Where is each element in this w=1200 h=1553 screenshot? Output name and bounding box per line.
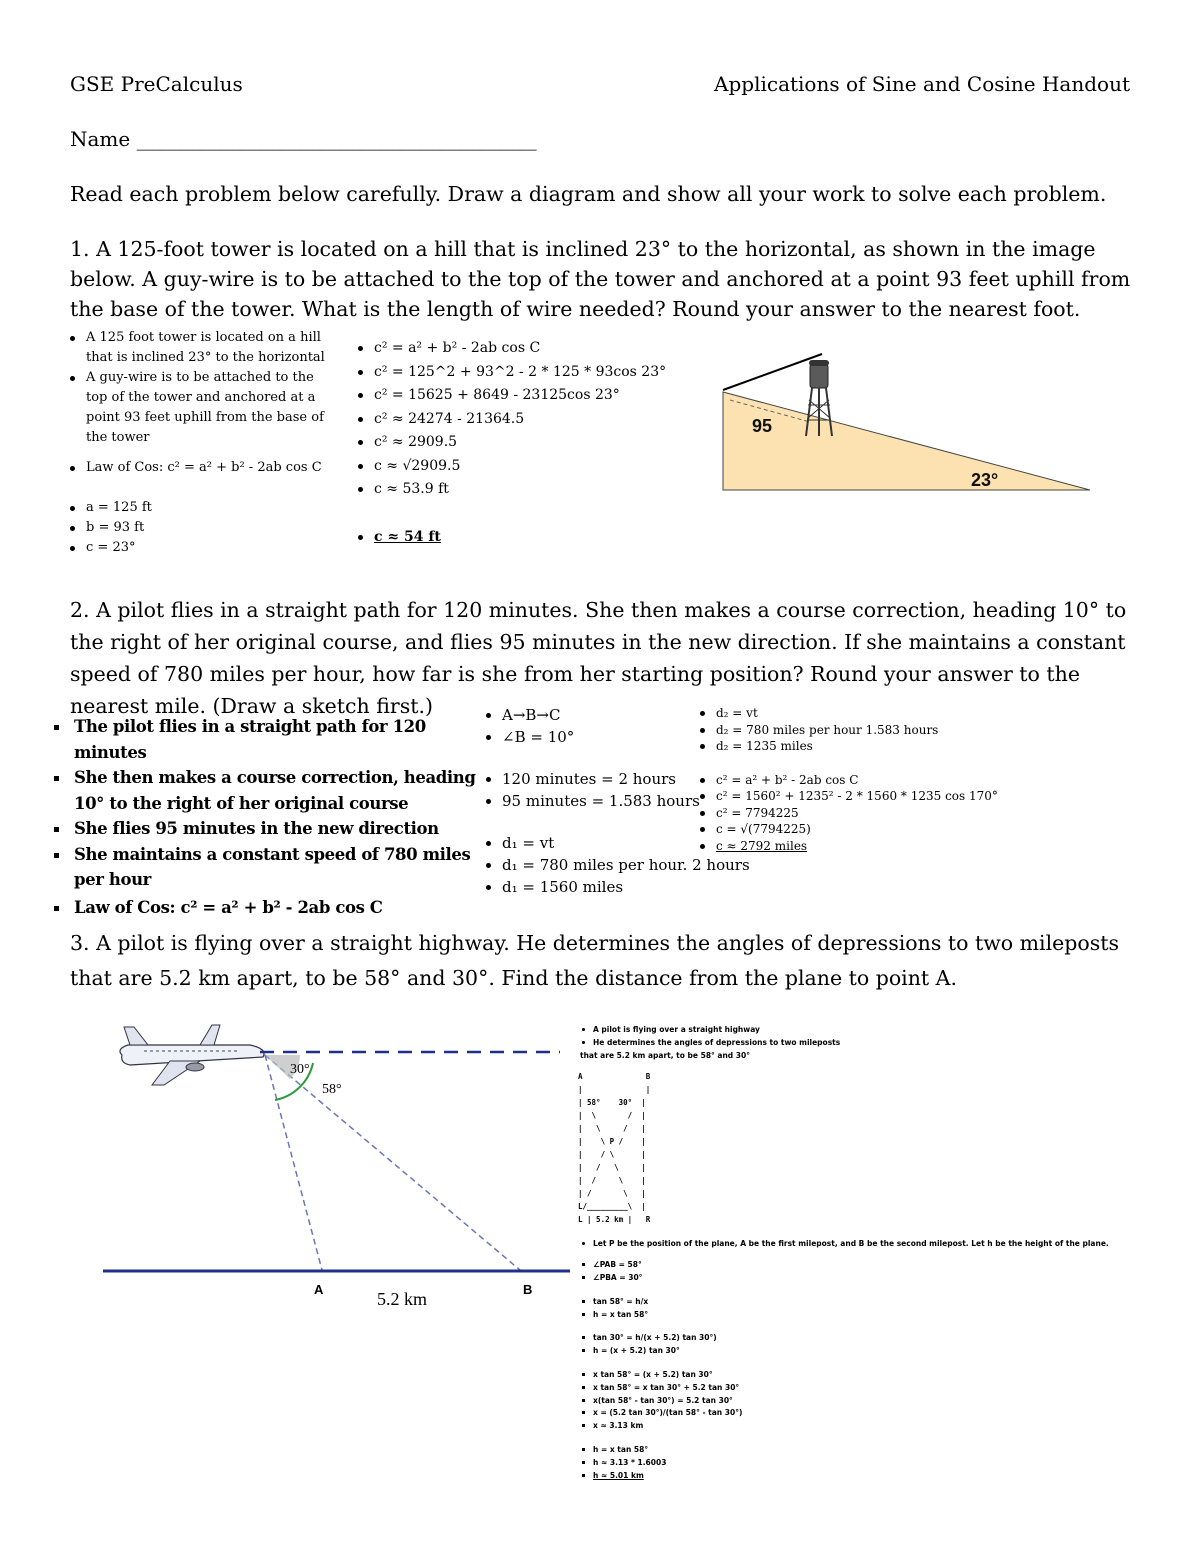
work-step: c ≈ √2909.5	[356, 455, 696, 479]
problem-3-answer: h ≈ 5.01 km	[578, 1470, 1138, 1483]
law-of-cosines: Law of Cos: c² = a² + b² - 2ab cos C	[50, 895, 480, 921]
airplane-icon	[120, 1025, 264, 1085]
work-step: c² = a² + b² - 2ab cos C	[698, 772, 998, 789]
work-step: tan 30° = h/(x + 5.2) tan 30°)	[578, 1332, 1138, 1345]
work-step: ∠B = 10°	[484, 726, 714, 748]
note-item: She maintains a constant speed of 780 miles per hour	[50, 842, 480, 893]
label-95: 95	[752, 416, 773, 436]
work-step: c² ≈ 2909.5	[356, 431, 696, 455]
ascii-sketch: A B | | | 58° 30° | | \ / | | \ / | | \ P / | | / \ | | / \ | | / \ | | / \ | L/_________\ | L | 5.2 km | R	[578, 1072, 651, 1225]
work-step: x tan 58° = x tan 30° + 5.2 tan 30°	[578, 1382, 1138, 1395]
label-5-2-km: 5.2 km	[377, 1289, 428, 1309]
work-step: x ≈ 3.13 km	[578, 1420, 1138, 1433]
label-30-degrees: 30°	[290, 1062, 310, 1077]
note-item: She then makes a course correction, heading 10° to the right of her original course	[50, 765, 480, 816]
work-step: h ≈ 3.13 * 1.6003	[578, 1457, 1138, 1470]
work-step: c² ≈ 24274 - 21364.5	[356, 408, 696, 432]
work-step: d₁ = 780 miles per hour. 2 hours	[484, 854, 714, 876]
note-item: A guy-wire is to be attached to the top of the tower and anchored at a point 93 feet uphill from the base of the tower	[68, 368, 328, 448]
work-step: c ≈ 53.9 ft	[356, 478, 696, 502]
instructions: Read each problem below carefully. Draw a diagram and show all your work to solve each problem.	[70, 182, 1107, 206]
course-name: GSE PreCalculus	[70, 72, 243, 96]
problem-1-answer: c ≈ 54 ft	[356, 526, 696, 550]
law-of-cosines: Law of Cos: c² = a² + b² - 2ab cos C	[68, 458, 328, 478]
work-step: h = x tan 58°	[578, 1444, 1138, 1457]
work-step: h = (x + 5.2) tan 30°	[578, 1345, 1138, 1358]
note-item-continued: that are 5.2 km apart, to be 58° and 30°	[580, 1050, 750, 1060]
plane-highway-figure	[100, 1015, 570, 1315]
note-item: She flies 95 minutes in the new direction	[50, 816, 480, 842]
work-step: d₂ = vt	[698, 705, 998, 722]
work-step: d₂ = 1235 miles	[698, 738, 998, 755]
guy-wire	[723, 354, 822, 390]
problem-3-text: 3. A pilot is flying over a straight highway. He determines the angles of depressions to two mileposts that are 5.2 km apart, to be 58° and 30°. Find the distance from the plane to point A.	[70, 931, 1120, 990]
note-item: A pilot is flying over a straight highway	[578, 1024, 1138, 1037]
problem-2-right-work	[698, 705, 998, 854]
note-item: The pilot flies in a straight path for 120 minutes	[50, 714, 480, 765]
problem-2-text: 2. A pilot flies in a straight path for 120 minutes. She then makes a course correction, heading 10° to the right of her original course, and flies 95 minutes in the new direction. If she maintains a constant speed of 780 miles per hour, how far is she from her starting position? Round your answer to the nearest mile. (Draw a sketch first.)	[70, 598, 1127, 718]
work-step: x tan 58° = (x + 5.2) tan 30°	[578, 1369, 1138, 1382]
problem-3-notes	[578, 1024, 1138, 1482]
problem-2-law-block	[50, 895, 480, 921]
work-step: d₁ = vt	[484, 832, 714, 854]
work-step: c² = 15625 + 8649 - 23125cos 23°	[356, 384, 696, 408]
work-step: h = x tan 58°	[578, 1309, 1138, 1322]
note-item: A 125 foot tower is located on a hill that is inclined 23° to the horizontal	[68, 328, 328, 368]
tower-hill-figure	[718, 350, 1098, 495]
name-line: Name ________________________________________	[70, 127, 537, 151]
handout-title: Applications of Sine and Cosine Handout	[714, 72, 1130, 96]
work-step: c = √(7794225)	[698, 821, 998, 838]
work-step: tan 58° = h/x	[578, 1296, 1138, 1309]
problem-1-text: 1. A 125-foot tower is located on a hill that is inclined 23° to the horizontal, as shown in the image below. A guy-wire is to be attached to the top of the tower and anchored at a point 93 feet uphill from the base of the tower. What is the length of wire needed? Round your answer to the nearest foot.	[70, 237, 1131, 321]
work-step: x = (5.2 tan 30°)/(tan 58° - tan 30°)	[578, 1407, 1138, 1420]
work-step: ∠PBA = 30°	[578, 1272, 1138, 1285]
given-c: c = 23°	[68, 538, 328, 558]
given-b: b = 93 ft	[68, 518, 328, 538]
problem-1-notes	[68, 328, 328, 558]
work-step: c² = 1560² + 1235² - 2 * 1560 * 1235 cos 170°	[698, 788, 998, 805]
label-A: A	[314, 1282, 324, 1297]
problem-2-answer: c ≈ 2792 miles	[698, 838, 998, 855]
problem-2-notes	[50, 714, 480, 893]
work-step: c² = 7794225	[698, 805, 998, 822]
line-to-B	[265, 1055, 520, 1270]
given-a: a = 125 ft	[68, 498, 328, 518]
work-step: d₂ = 780 miles per hour 1.583 hours	[698, 722, 998, 739]
label-23-degrees: 23°	[971, 470, 999, 490]
work-step: ∠PAB = 58°	[578, 1259, 1138, 1272]
let-statement: Let P be the position of the plane, A be the first milepost, and B be the second milepost. Let h be the height of the plane.	[578, 1238, 1138, 1251]
work-step: x(tan 58° - tan 30°) = 5.2 tan 30°	[578, 1395, 1138, 1408]
work-step: A→B→C	[484, 704, 714, 726]
hill-slope	[723, 392, 1090, 490]
work-step: c² = a² + b² - 2ab cos C	[356, 337, 696, 361]
line-to-A	[265, 1055, 322, 1270]
note-item: He determines the angles of depressions to two mileposts	[578, 1037, 1138, 1050]
work-step: c² = 125^2 + 93^2 - 2 * 125 * 93cos 23°	[356, 361, 696, 385]
label-B: B	[523, 1282, 533, 1297]
problem-1-work	[356, 337, 696, 549]
label-58-degrees: 58°	[322, 1082, 342, 1097]
work-step: 120 minutes = 2 hours	[484, 768, 714, 790]
work-step: d₁ = 1560 miles	[484, 876, 714, 898]
work-step: 95 minutes = 1.583 hours	[484, 790, 714, 812]
